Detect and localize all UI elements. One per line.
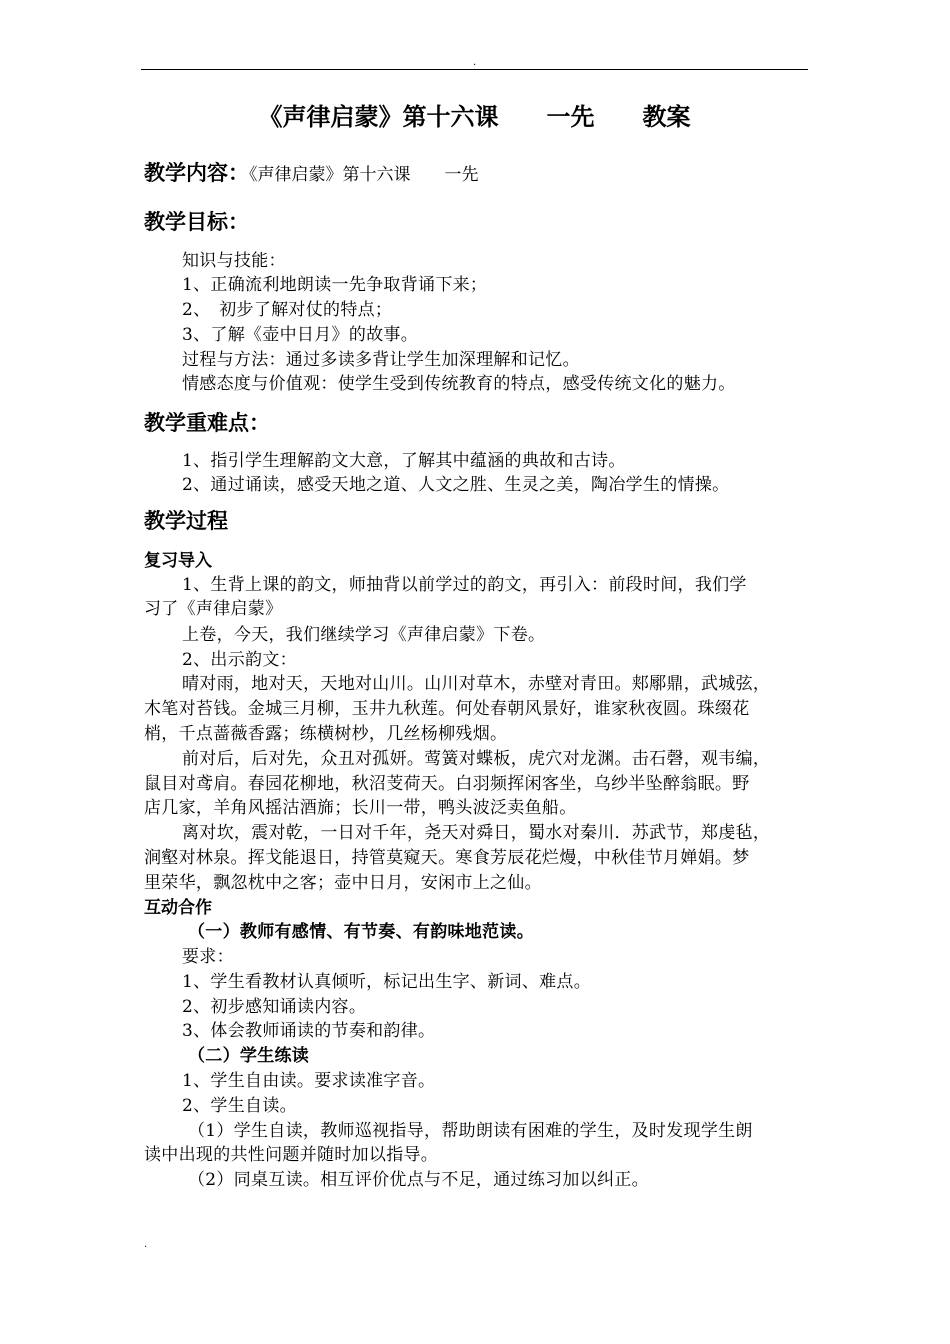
objective-line: 3、了解《壶中日月》的故事。 (182, 325, 419, 345)
objective-line: 情感态度与价值观：使学生受到传统教育的特点，感受传统文化的魅力。 (182, 374, 736, 394)
part2-heading: （二）学生练读 (188, 1046, 310, 1066)
keypoints-heading: 教学重难点： (144, 410, 270, 435)
review-line: 里荣华，飘忽枕中之客；壶中日月，安闲市上之仙。 (144, 873, 542, 893)
review-heading: 复习导入 (144, 551, 212, 571)
review-line: 梢，千点蔷薇香露；练横树杪，几丝杨柳残烟。 (144, 724, 508, 744)
review-line: 2、出示韵文： (182, 650, 297, 670)
objectives-heading: 教学目标： (144, 209, 249, 234)
part2-line: 读中出现的共性问题并随时加以指导。 (144, 1145, 439, 1165)
review-line: 店几家，羊角风摇沽酒旆；长川一带，鸭头波泛卖鱼船。 (144, 798, 577, 818)
review-line: 1、生背上课的韵文，师抽背以前学过的韵文，再引入：前段时间，我们学 (182, 575, 747, 595)
part2-line: （2）同桌互读。相互评价优点与不足，通过练习加以纠正。 (188, 1170, 649, 1190)
footer-mark: . (144, 1239, 148, 1250)
part1-line: 2、初步感知诵读内容。 (182, 997, 367, 1017)
keypoint-line: 1、指引学生理解韵文大意，了解其中蕴涵的典故和古诗。 (182, 451, 626, 471)
review-line: 木笔对苔钱。金城三月柳，玉井九秋莲。何处春朝风景好，谁家秋夜圆。珠缀花 (144, 699, 750, 719)
part2-line: （1）学生自读，教师巡视指导，帮助朗读有困难的学生，及时发现学生朗 (188, 1121, 753, 1141)
review-line: 上卷，今天，我们继续学习《声律启蒙》下卷。 (182, 625, 546, 645)
part2-line: 2、学生自读。 (182, 1096, 297, 1116)
review-line: 涧壑对林泉。挥戈能退日，持管莫窥天。寒食芳辰花烂熳，中秋佳节月婵娟。梦 (144, 848, 750, 868)
review-line: 鼠目对鸢肩。春园花柳地，秋沼芰荷天。白羽频挥闲客坐，乌纱半坠醉翁眠。野 (144, 774, 750, 794)
part1-line: 1、学生看教材认真倾听，标记出生字、新词、难点。 (182, 972, 592, 992)
objective-line: 过程与方法：通过多读多背让学生加深理解和记忆。 (182, 350, 580, 370)
objective-line: 1、正确流利地朗读一先争取背诵下来； (182, 275, 488, 295)
part2-line: 1、学生自由读。要求读准字音。 (182, 1071, 436, 1091)
document-title: 《声律启蒙》第十六课 一先 教案 (258, 102, 691, 131)
header-rule (141, 69, 808, 70)
interact-heading: 互动合作 (144, 898, 212, 918)
content-row (144, 158, 479, 190)
process-heading: 教学过程 (144, 508, 228, 533)
objective-line: 2、 初步了解对仗的特点； (182, 300, 393, 320)
review-line: 晴对雨，地对天，天地对山川。山川对草木，赤壁对青田。郏鄏鼎，武城弦， (182, 674, 771, 694)
review-line: 离对坎，震对乾，一日对千年，尧天对舜日，蜀水对秦川．苏武节，郑虔毡， (182, 823, 771, 843)
content-label: 教学内容： (144, 160, 249, 185)
review-line: 前对后，后对先，众丑对孤妍。莺簧对蝶板，虎穴对龙渊。击石磬，观韦编， (182, 749, 771, 769)
part1-heading: （一）教师有感情、有节奏、有韵味地范读。 (188, 922, 534, 942)
part1-line: 3、体会教师诵读的节奏和韵律。 (182, 1021, 436, 1041)
review-line: 习了《声律启蒙》 (144, 599, 283, 619)
content-value: 《声律启蒙》第十六课 一先 (249, 165, 479, 185)
objective-line: 知识与技能： (182, 251, 286, 271)
header-mark: . (473, 57, 477, 68)
keypoint-line: 2、通过诵读，感受天地之道、人文之胜、生灵之美，陶冶学生的情操。 (182, 475, 730, 495)
part1-line: 要求： (182, 947, 234, 967)
